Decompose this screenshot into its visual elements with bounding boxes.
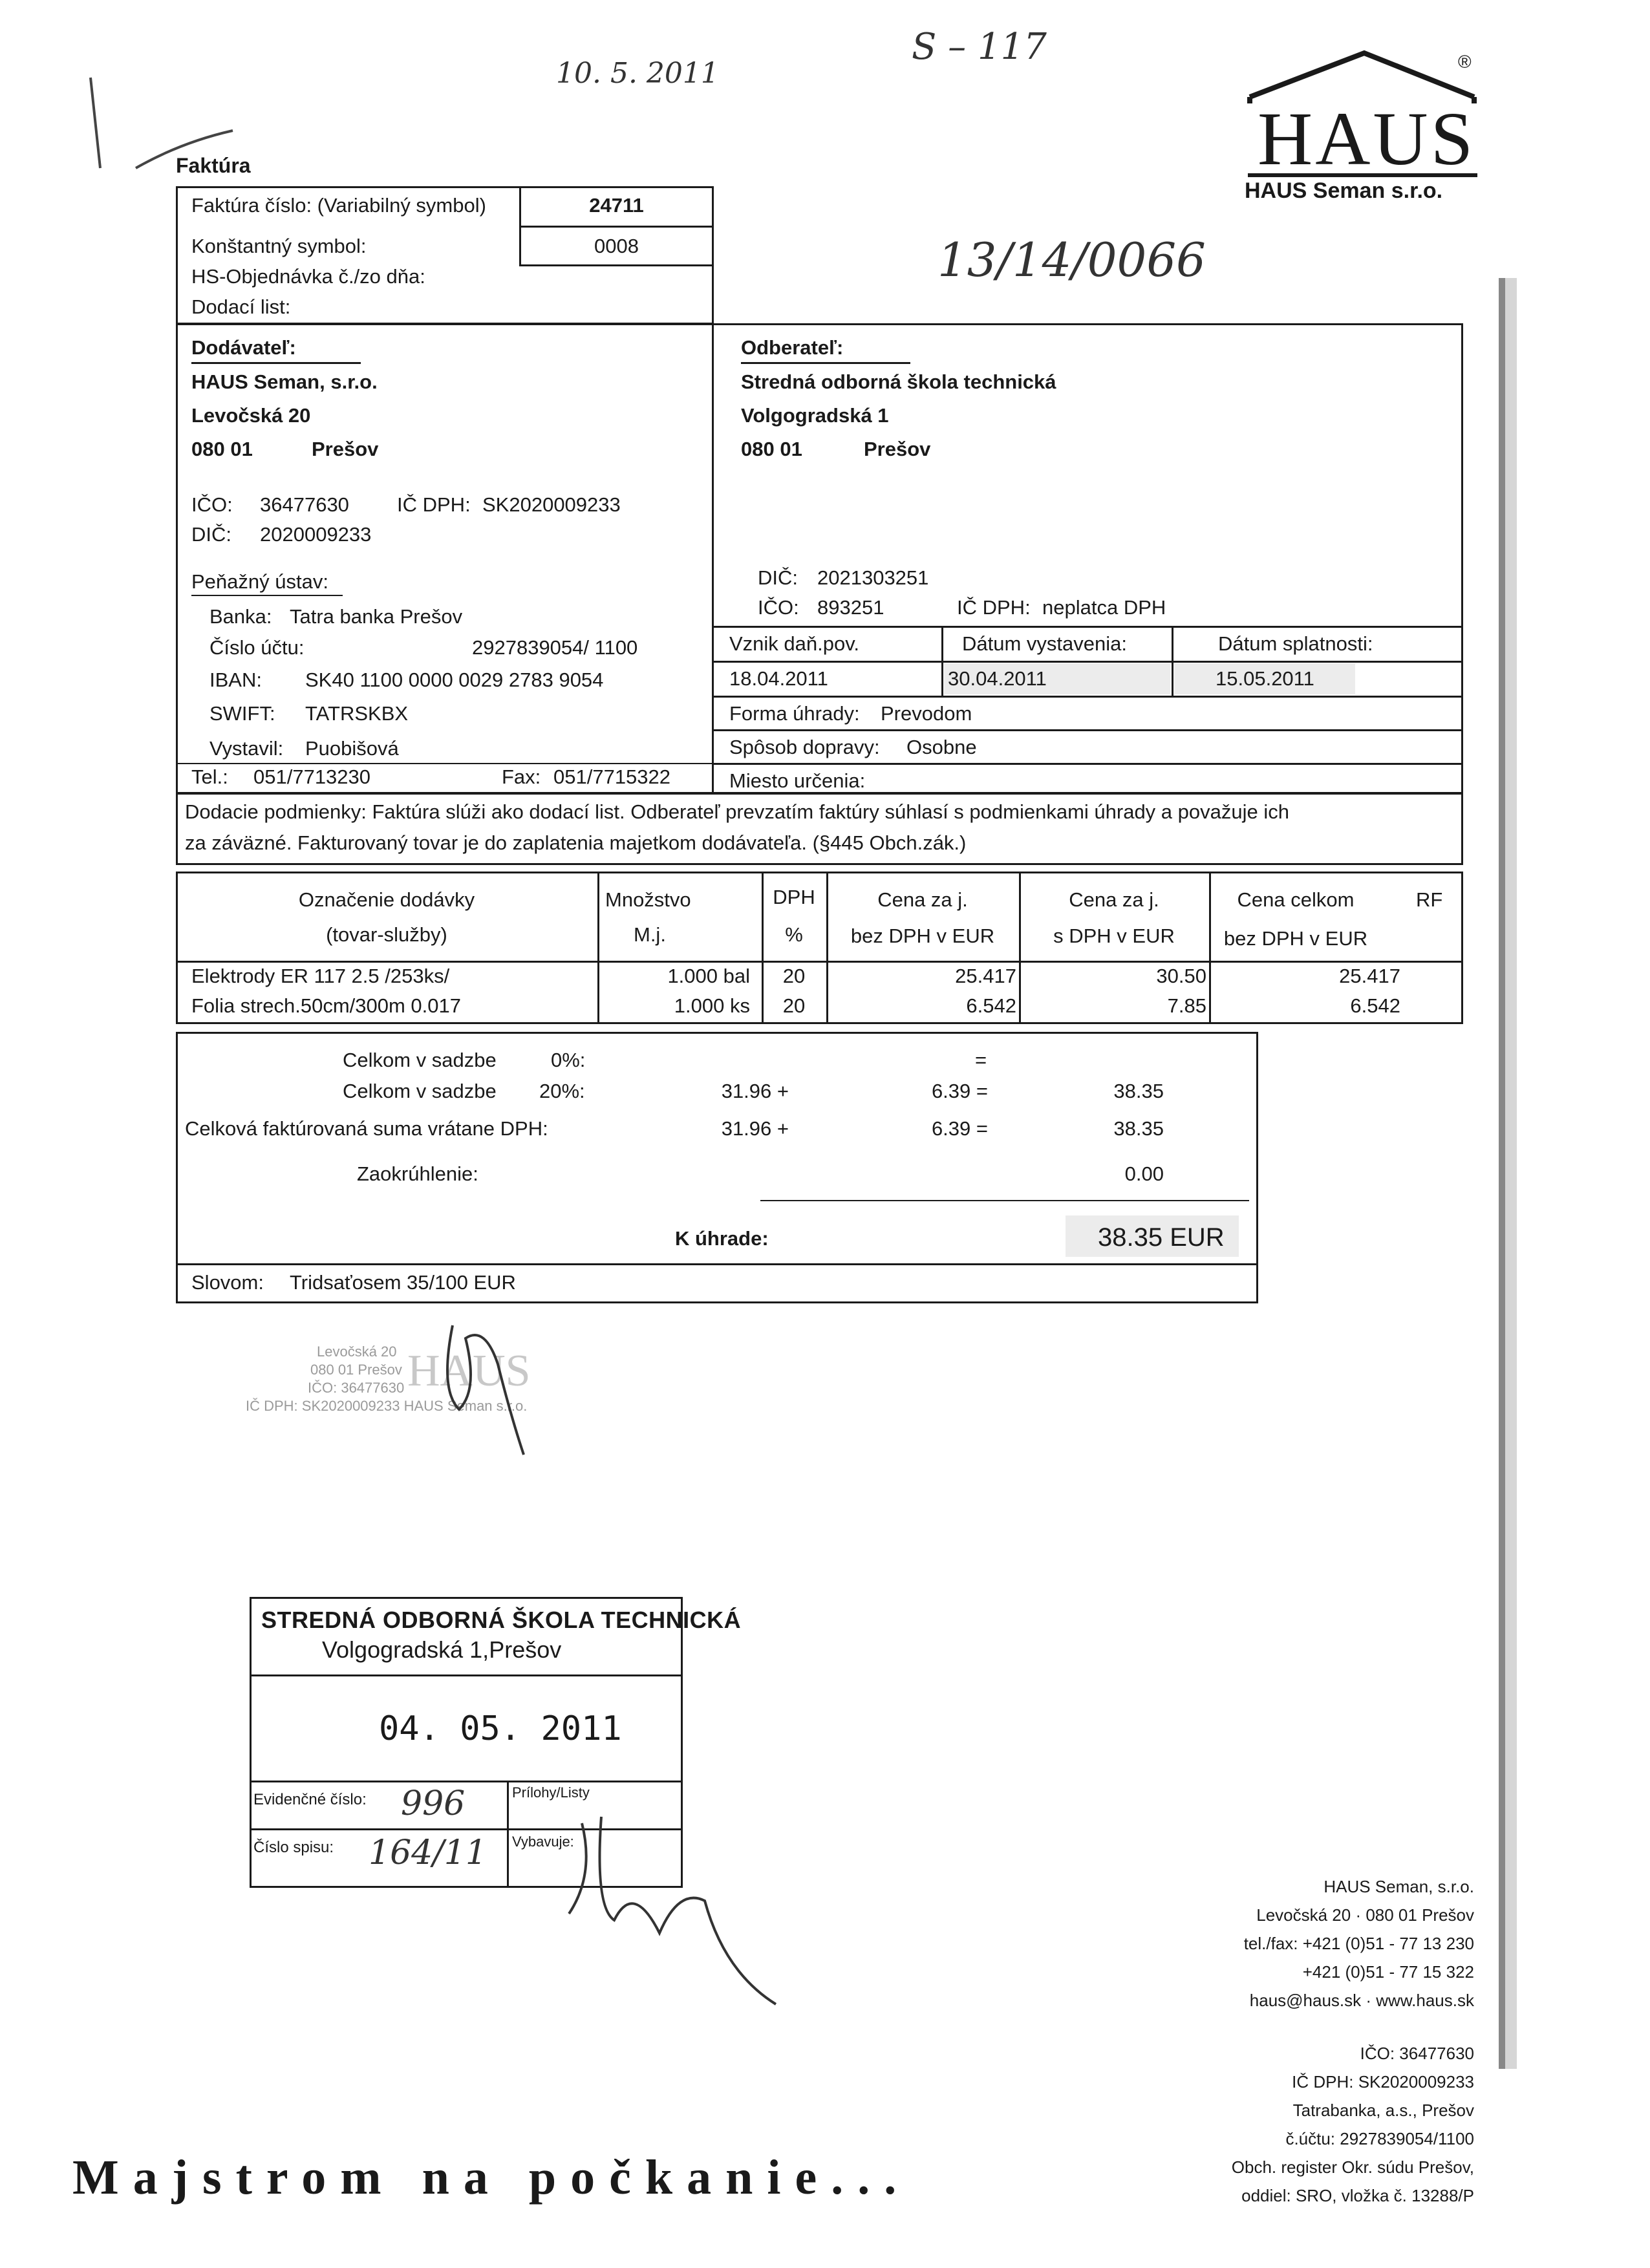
amount-due-value: 38.35 EUR <box>1098 1223 1225 1252</box>
delivery-note-label: Dodací list: <box>191 295 291 318</box>
grand-total-base: 31.96 + <box>721 1117 789 1140</box>
haus-logo <box>1245 45 1481 203</box>
handwritten-date-note: 10. 5. 2011 <box>556 57 719 90</box>
supplier-zip: 080 01 <box>191 438 253 460</box>
tax-date-value: 18.04.2011 <box>729 667 828 690</box>
swift-label: SWIFT: <box>209 702 275 725</box>
col-rf-head: RF <box>1416 888 1443 911</box>
rounding-value: 0.00 <box>1124 1162 1164 1185</box>
constant-symbol-value: 0008 <box>594 235 639 257</box>
col-net-head-2: bez DPH v EUR <box>850 925 995 947</box>
customer-heading: Odberateľ: <box>741 336 844 359</box>
iban-value: SK40 1100 0000 0029 2783 9054 <box>305 669 604 691</box>
issued-by-value: Puobišová <box>305 737 399 760</box>
table-row: Folia strech.50cm/300m 0.017 <box>191 994 461 1017</box>
bank-value: Tatra banka Prešov <box>290 605 463 628</box>
school-stamp-date: 04. 05. 2011 <box>379 1709 622 1748</box>
row-net: 6.542 <box>966 994 1016 1017</box>
attachments-label: Prílohy/Listy <box>512 1784 590 1801</box>
customer-street: Volgogradská 1 <box>741 404 889 427</box>
col-gross-head-2: s DPH v EUR <box>1053 925 1175 947</box>
col-name-head-2: (tovar-služby) <box>326 923 447 946</box>
destination-label: Miesto určenia: <box>729 769 866 792</box>
in-words-label: Slovom: <box>191 1271 264 1294</box>
col-net-head-1: Cena za j. <box>877 888 968 911</box>
customer-name: Stredná odborná škola technická <box>741 370 1056 393</box>
supplier-heading: Dodávateľ: <box>191 336 296 359</box>
rate20-pct: 20%: <box>539 1080 585 1102</box>
row-vat: 20 <box>782 994 806 1017</box>
supplier-icdph-label: IČ DPH: <box>397 493 471 516</box>
invoice-number-label: Faktúra číslo: (Variabilný symbol) <box>191 194 486 217</box>
rate0-pct: 0%: <box>551 1049 586 1071</box>
handwritten-register-code: 13/14/0066 <box>938 233 1206 287</box>
customer-ico-label: IČO: <box>758 596 799 619</box>
fax-label: Fax: <box>502 765 541 788</box>
customer-icdph-value: neplatca DPH <box>1042 596 1166 619</box>
supplier-dic-label: DIČ: <box>191 523 231 546</box>
tel-value: 051/7713230 <box>253 765 371 788</box>
row-qty: 1.000 ks <box>674 994 750 1017</box>
rate20-vat: 6.39 = <box>931 1080 988 1102</box>
col-qty-head-2: M.j. <box>634 923 666 946</box>
col-total-head-2: bez DPH v EUR <box>1223 927 1368 950</box>
col-name-head-1: Označenie dodávky <box>298 888 475 911</box>
file-number-label: Číslo spisu: <box>253 1839 334 1856</box>
rate20-label: Celkom v sadzbe <box>343 1080 497 1102</box>
col-vat-head-2: % <box>785 923 803 946</box>
customer-dic-label: DIČ: <box>758 566 798 589</box>
rate20-total: 38.35 <box>1113 1080 1164 1102</box>
company-slogan: Majstrom na počkanie... <box>72 2150 911 2205</box>
conditions-line-2: za záväzné. Fakturovaný tovar je do zaplatenia majetkom dodávateľa. (§445 Obch.zák.) <box>185 831 967 854</box>
scan-edge-shadow <box>1499 278 1505 2069</box>
faded-company-stamp: Levočská 20 080 01 Prešov IČO: 36477630 IČ DPH: SK2020009233 HAUS Seman s.r.o. HAUS <box>246 1343 531 1414</box>
file-number-value: 164/11 <box>369 1834 487 1872</box>
registered-mark: ® <box>1458 52 1472 72</box>
rate0-label: Celkom v sadzbe <box>343 1049 497 1071</box>
grand-total-total: 38.35 <box>1113 1117 1164 1140</box>
table-row: Elektrody ER 117 2.5 /253ks/ <box>191 965 450 987</box>
signature-mark-1 <box>420 1312 550 1461</box>
account-label: Číslo účtu: <box>209 636 305 659</box>
customer-city: Prešov <box>864 438 931 460</box>
supplier-icdph-value: SK2020009233 <box>482 493 621 516</box>
logo-underline <box>1248 173 1477 177</box>
signature-mark-2 <box>556 1810 815 2017</box>
due-date-label: Dátum splatnosti: <box>1218 632 1373 655</box>
constant-symbol-label: Konštantný symbol: <box>191 235 367 257</box>
transport-label: Spôsob dopravy: <box>729 736 880 758</box>
footer-company-info: HAUS Seman, s.r.o. Levočská 20 · 080 01 Prešov tel./fax: +421 (0)51 - 77 13 230 +421 (0)51 - 77 15 322 haus@haus.sk · www.haus.sk IČO: 36477630 IČ DPH: SK2020009233 Tatrabanka, a.s., Prešov č.účtu: 2927839054/1100 Obch. register Okr. súdu Prešov, <box>1231 1877 1474 2177</box>
customer-zip: 080 01 <box>741 438 802 460</box>
issued-by-label: Vystavil: <box>209 737 284 760</box>
supplier-street: Levočská 20 <box>191 404 311 427</box>
row-vat: 20 <box>782 965 806 987</box>
issue-date-value: 30.04.2011 <box>948 667 1047 690</box>
school-stamp-title: STREDNÁ ODBORNÁ ŠKOLA TECHNICKÁ <box>261 1607 742 1633</box>
handled-by-label: Vybavuje: <box>512 1834 574 1850</box>
footer-register-2: oddiel: SRO, vložka č. 13288/P <box>1241 2186 1474 2205</box>
tel-label: Tel.: <box>191 765 228 788</box>
payment-form-value: Prevodom <box>881 702 972 725</box>
evid-label: Evidenčné číslo: <box>253 1791 367 1808</box>
row-qty: 1.000 bal <box>667 965 750 987</box>
tax-date-label: Vznik daň.pov. <box>729 632 860 655</box>
amount-due-label: K úhrade: <box>675 1227 769 1250</box>
iban-label: IBAN: <box>209 669 262 691</box>
rounding-label: Zaokrúhlenie: <box>357 1162 478 1185</box>
col-vat-head-1: DPH <box>773 886 815 908</box>
conditions-line-1: Dodacie podmienky: Faktúra slúži ako dodací list. Odberateľ prevzatím faktúry súhlasí s podmienkami úhrady a považuje ich <box>185 800 1289 823</box>
row-total: 25.417 <box>1339 965 1400 987</box>
row-gross: 7.85 <box>1167 994 1206 1017</box>
transport-value: Osobne <box>906 736 977 758</box>
account-value: 2927839054/ 1100 <box>472 636 638 659</box>
row-gross: 30.50 <box>1156 965 1206 987</box>
col-total-head-1: Cena celkom <box>1237 888 1355 911</box>
evid-value: 996 <box>401 1784 466 1823</box>
bank-label: Banka: <box>209 605 272 628</box>
supplier-ico-value: 36477630 <box>260 493 349 516</box>
order-label: HS-Objednávka č./zo dňa: <box>191 265 425 288</box>
customer-dic-value: 2021303251 <box>817 566 929 589</box>
due-date-value: 15.05.2011 <box>1216 667 1314 690</box>
supplier-dic-value: 2020009233 <box>260 523 372 546</box>
rate0-eq: = <box>975 1049 987 1071</box>
supplier-city: Prešov <box>312 438 379 460</box>
school-stamp-address: Volgogradská 1,Prešov <box>322 1636 562 1663</box>
handwritten-reference-code: S – 117 <box>912 26 1047 68</box>
logo-company: HAUS Seman s.r.o. <box>1245 178 1443 203</box>
col-qty-head-1: Množstvo <box>605 888 691 911</box>
row-total: 6.542 <box>1350 994 1400 1017</box>
in-words-value: Tridsaťosem 35/100 EUR <box>290 1271 516 1294</box>
supplier-ico-label: IČO: <box>191 493 233 516</box>
payment-form-label: Forma úhrady: <box>729 702 860 725</box>
swift-value: TATRSKBX <box>305 702 409 725</box>
fax-value: 051/7715322 <box>553 765 671 788</box>
row-net: 25.417 <box>955 965 1016 987</box>
customer-icdph-label: IČ DPH: <box>957 596 1031 619</box>
grand-total-vat: 6.39 = <box>931 1117 988 1140</box>
col-gross-head-1: Cena za j. <box>1069 888 1159 911</box>
invoice-number-value: 24711 <box>589 194 644 217</box>
grand-total-label: Celková faktúrovaná suma vrátane DPH: <box>185 1117 548 1140</box>
issue-date-label: Dátum vystavenia: <box>962 632 1127 655</box>
parties-divider <box>712 323 714 794</box>
logo-text: HAUS <box>1258 96 1476 181</box>
customer-ico-value: 893251 <box>817 596 884 619</box>
supplier-name: HAUS Seman, s.r.o. <box>191 370 378 393</box>
document-title: Faktúra <box>176 154 251 177</box>
bank-heading: Peňažný ústav: <box>191 570 328 593</box>
rate20-base: 31.96 + <box>721 1080 789 1102</box>
roof-icon <box>1245 45 1481 103</box>
